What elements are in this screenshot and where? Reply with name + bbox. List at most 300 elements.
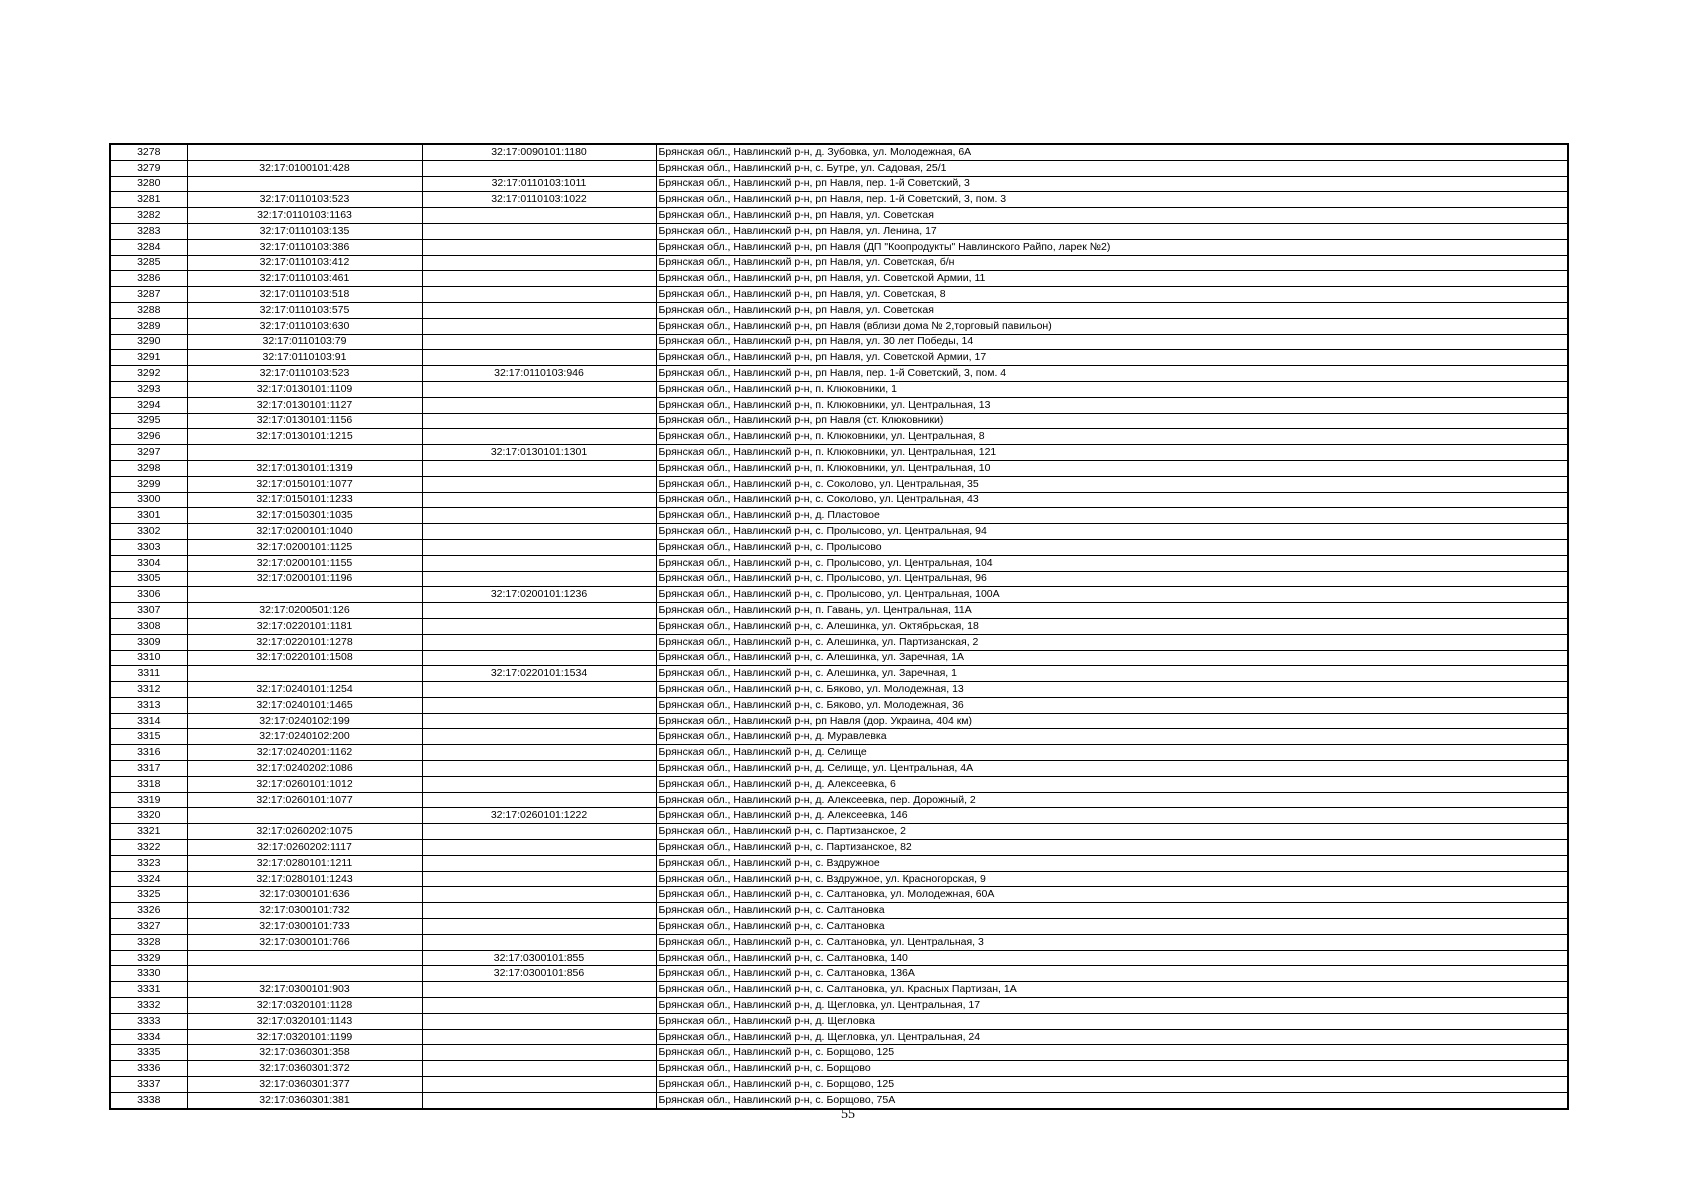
table-row bbox=[110, 618, 1568, 634]
cadastral-number-cell: 32:17:0360301:377 bbox=[187, 1077, 422, 1093]
address-cell: Брянская обл., Навлинский р-н, п. Клюковники, ул. Центральная, 121 bbox=[656, 445, 1568, 461]
row-number-cell: 3299 bbox=[110, 476, 187, 492]
table-row bbox=[110, 934, 1568, 950]
building-cadastral-number-cell bbox=[422, 508, 656, 524]
cadastral-number-cell: 32:17:0240202:1086 bbox=[187, 761, 422, 777]
address-cell: Брянская обл., Навлинский р-н, д. Алексеевка, 146 bbox=[656, 808, 1568, 824]
address-cell: Брянская обл., Навлинский р-н, рп Навля, ул. Советская, б/н bbox=[656, 255, 1568, 271]
cadastral-number-cell: 32:17:0260101:1077 bbox=[187, 792, 422, 808]
row-number-cell: 3297 bbox=[110, 445, 187, 461]
row-number-cell: 3296 bbox=[110, 429, 187, 445]
row-number-cell: 3327 bbox=[110, 919, 187, 935]
address-cell: Брянская обл., Навлинский р-н, д. Щегловка, ул. Центральная, 17 bbox=[656, 998, 1568, 1014]
address-cell: Брянская обл., Навлинский р-н, с. Алешинка, ул. Партизанская, 2 bbox=[656, 634, 1568, 650]
cadastral-number-cell: 32:17:0150301:1035 bbox=[187, 508, 422, 524]
table-row bbox=[110, 192, 1568, 208]
address-cell: Брянская обл., Навлинский р-н, с. Бяково, ул. Молодежная, 13 bbox=[656, 682, 1568, 698]
cadastral-number-cell: 32:17:0110103:412 bbox=[187, 255, 422, 271]
address-cell: Брянская обл., Навлинский р-н, рп Навля, ул. Советской Армии, 17 bbox=[656, 350, 1568, 366]
table-row bbox=[110, 239, 1568, 255]
row-number-cell: 3323 bbox=[110, 855, 187, 871]
registry-table-body bbox=[110, 144, 1568, 1109]
cadastral-number-cell: 32:17:0320101:1199 bbox=[187, 1029, 422, 1045]
cadastral-number-cell: 32:17:0110103:91 bbox=[187, 350, 422, 366]
building-cadastral-number-cell bbox=[422, 1029, 656, 1045]
cadastral-number-cell: 32:17:0200101:1040 bbox=[187, 524, 422, 540]
row-number-cell: 3317 bbox=[110, 761, 187, 777]
building-cadastral-number-cell: 32:17:0110103:1022 bbox=[422, 192, 656, 208]
table-row bbox=[110, 1013, 1568, 1029]
table-row bbox=[110, 887, 1568, 903]
table-row bbox=[110, 397, 1568, 413]
table-row bbox=[110, 603, 1568, 619]
table-row bbox=[110, 713, 1568, 729]
building-cadastral-number-cell bbox=[422, 334, 656, 350]
address-cell: Брянская обл., Навлинский р-н, п. Клюковники, ул. Центральная, 10 bbox=[656, 460, 1568, 476]
address-cell: Брянская обл., Навлинский р-н, с. Бутре, ул. Садовая, 25/1 bbox=[656, 160, 1568, 176]
table-row bbox=[110, 429, 1568, 445]
row-number-cell: 3284 bbox=[110, 239, 187, 255]
cadastral-number-cell bbox=[187, 950, 422, 966]
table-row bbox=[110, 824, 1568, 840]
address-cell: Брянская обл., Навлинский р-н, рп Навля, ул. Советская bbox=[656, 302, 1568, 318]
cadastral-number-cell: 32:17:0110103:518 bbox=[187, 287, 422, 303]
row-number-cell: 3312 bbox=[110, 682, 187, 698]
building-cadastral-number-cell: 32:17:0110103:1011 bbox=[422, 176, 656, 192]
address-cell: Брянская обл., Навлинский р-н, с. Соколово, ул. Центральная, 35 bbox=[656, 476, 1568, 492]
building-cadastral-number-cell bbox=[422, 618, 656, 634]
table-row bbox=[110, 903, 1568, 919]
address-cell: Брянская обл., Навлинский р-н, п. Клюковники, ул. Центральная, 13 bbox=[656, 397, 1568, 413]
building-cadastral-number-cell bbox=[422, 792, 656, 808]
cadastral-number-cell: 32:17:0300101:636 bbox=[187, 887, 422, 903]
table-row bbox=[110, 460, 1568, 476]
cadastral-number-cell: 32:17:0260202:1117 bbox=[187, 840, 422, 856]
cadastral-number-cell: 32:17:0220101:1181 bbox=[187, 618, 422, 634]
row-number-cell: 3322 bbox=[110, 840, 187, 856]
cadastral-number-cell: 32:17:0130101:1319 bbox=[187, 460, 422, 476]
address-cell: Брянская обл., Навлинский р-н, с. Партизанское, 2 bbox=[656, 824, 1568, 840]
building-cadastral-number-cell bbox=[422, 350, 656, 366]
building-cadastral-number-cell bbox=[422, 413, 656, 429]
address-cell: Брянская обл., Навлинский р-н, с. Алешинка, ул. Заречная, 1 bbox=[656, 666, 1568, 682]
address-cell: Брянская обл., Навлинский р-н, д. Алексеевка, 6 bbox=[656, 776, 1568, 792]
address-cell: Брянская обл., Навлинский р-н, с. Салтановка, ул. Центральная, 3 bbox=[656, 934, 1568, 950]
property-registry-table bbox=[109, 143, 1569, 1110]
building-cadastral-number-cell bbox=[422, 492, 656, 508]
table-row bbox=[110, 966, 1568, 982]
cadastral-number-cell bbox=[187, 666, 422, 682]
building-cadastral-number-cell: 32:17:0090101:1180 bbox=[422, 144, 656, 160]
table-row bbox=[110, 524, 1568, 540]
table-row bbox=[110, 381, 1568, 397]
row-number-cell: 3304 bbox=[110, 555, 187, 571]
cadastral-number-cell: 32:17:0280101:1243 bbox=[187, 871, 422, 887]
address-cell: Брянская обл., Навлинский р-н, п. Гавань, ул. Центральная, 11А bbox=[656, 603, 1568, 619]
row-number-cell: 3319 bbox=[110, 792, 187, 808]
address-cell: Брянская обл., Навлинский р-н, с. Салтановка, 140 bbox=[656, 950, 1568, 966]
table-row bbox=[110, 350, 1568, 366]
building-cadastral-number-cell bbox=[422, 824, 656, 840]
table-row bbox=[110, 539, 1568, 555]
row-number-cell: 3331 bbox=[110, 982, 187, 998]
building-cadastral-number-cell bbox=[422, 160, 656, 176]
address-cell: Брянская обл., Навлинский р-н, рп Навля (вблизи дома № 2,торговый павильон) bbox=[656, 318, 1568, 334]
cadastral-number-cell: 32:17:0200501:126 bbox=[187, 603, 422, 619]
row-number-cell: 3315 bbox=[110, 729, 187, 745]
cadastral-number-cell: 32:17:0110103:1163 bbox=[187, 208, 422, 224]
cadastral-number-cell bbox=[187, 587, 422, 603]
cadastral-number-cell: 32:17:0110103:523 bbox=[187, 366, 422, 382]
table-row bbox=[110, 871, 1568, 887]
row-number-cell: 3288 bbox=[110, 302, 187, 318]
table-row bbox=[110, 1045, 1568, 1061]
cadastral-number-cell bbox=[187, 176, 422, 192]
table-row bbox=[110, 634, 1568, 650]
row-number-cell: 3282 bbox=[110, 208, 187, 224]
building-cadastral-number-cell bbox=[422, 302, 656, 318]
building-cadastral-number-cell bbox=[422, 255, 656, 271]
cadastral-number-cell: 32:17:0360301:381 bbox=[187, 1092, 422, 1108]
address-cell: Брянская обл., Навлинский р-н, с. Борщово, 125 bbox=[656, 1045, 1568, 1061]
building-cadastral-number-cell bbox=[422, 460, 656, 476]
building-cadastral-number-cell bbox=[422, 555, 656, 571]
address-cell: Брянская обл., Навлинский р-н, с. Вздружное, ул. Красногорская, 9 bbox=[656, 871, 1568, 887]
cadastral-number-cell: 32:17:0110103:461 bbox=[187, 271, 422, 287]
building-cadastral-number-cell bbox=[422, 934, 656, 950]
row-number-cell: 3291 bbox=[110, 350, 187, 366]
building-cadastral-number-cell bbox=[422, 1061, 656, 1077]
address-cell: Брянская обл., Навлинский р-н, д. Селище bbox=[656, 745, 1568, 761]
table-row bbox=[110, 287, 1568, 303]
building-cadastral-number-cell bbox=[422, 476, 656, 492]
table-row bbox=[110, 855, 1568, 871]
cadastral-number-cell: 32:17:0280101:1211 bbox=[187, 855, 422, 871]
row-number-cell: 3336 bbox=[110, 1061, 187, 1077]
address-cell: Брянская обл., Навлинский р-н, рп Навля, пер. 1-й Советский, 3, пом. 4 bbox=[656, 366, 1568, 382]
row-number-cell: 3280 bbox=[110, 176, 187, 192]
row-number-cell: 3290 bbox=[110, 334, 187, 350]
cadastral-number-cell: 32:17:0220101:1508 bbox=[187, 650, 422, 666]
address-cell: Брянская обл., Навлинский р-н, д. Муравлевка bbox=[656, 729, 1568, 745]
row-number-cell: 3337 bbox=[110, 1077, 187, 1093]
row-number-cell: 3305 bbox=[110, 571, 187, 587]
cadastral-number-cell: 32:17:0320101:1128 bbox=[187, 998, 422, 1014]
cadastral-number-cell bbox=[187, 808, 422, 824]
row-number-cell: 3314 bbox=[110, 713, 187, 729]
cadastral-number-cell: 32:17:0240201:1162 bbox=[187, 745, 422, 761]
address-cell: Брянская обл., Навлинский р-н, с. Салтановка, ул. Молодежная, 60А bbox=[656, 887, 1568, 903]
address-cell: Брянская обл., Навлинский р-н, п. Клюковники, 1 bbox=[656, 381, 1568, 397]
address-cell: Брянская обл., Навлинский р-н, с. Алешинка, ул. Заречная, 1А bbox=[656, 650, 1568, 666]
building-cadastral-number-cell: 32:17:0300101:856 bbox=[422, 966, 656, 982]
table-row bbox=[110, 982, 1568, 998]
row-number-cell: 3334 bbox=[110, 1029, 187, 1045]
row-number-cell: 3278 bbox=[110, 144, 187, 160]
address-cell: Брянская обл., Навлинский р-н, с. Алешинка, ул. Октябрьская, 18 bbox=[656, 618, 1568, 634]
address-cell: Брянская обл., Навлинский р-н, с. Салтановка, ул. Красных Партизан, 1А bbox=[656, 982, 1568, 998]
cadastral-number-cell: 32:17:0300101:733 bbox=[187, 919, 422, 935]
table-row bbox=[110, 729, 1568, 745]
address-cell: Брянская обл., Навлинский р-н, с. Соколово, ул. Центральная, 43 bbox=[656, 492, 1568, 508]
building-cadastral-number-cell bbox=[422, 318, 656, 334]
row-number-cell: 3301 bbox=[110, 508, 187, 524]
cadastral-number-cell: 32:17:0110103:575 bbox=[187, 302, 422, 318]
cadastral-number-cell: 32:17:0130101:1109 bbox=[187, 381, 422, 397]
row-number-cell: 3332 bbox=[110, 998, 187, 1014]
table-row bbox=[110, 808, 1568, 824]
building-cadastral-number-cell: 32:17:0220101:1534 bbox=[422, 666, 656, 682]
cadastral-number-cell: 32:17:0110103:135 bbox=[187, 223, 422, 239]
cadastral-number-cell: 32:17:0240101:1254 bbox=[187, 682, 422, 698]
table-row bbox=[110, 271, 1568, 287]
building-cadastral-number-cell bbox=[422, 982, 656, 998]
address-cell: Брянская обл., Навлинский р-н, рп Навля (дор. Украина, 404 км) bbox=[656, 713, 1568, 729]
address-cell: Брянская обл., Навлинский р-н, с. Пролысово, ул. Центральная, 100А bbox=[656, 587, 1568, 603]
table-row bbox=[110, 1061, 1568, 1077]
row-number-cell: 3324 bbox=[110, 871, 187, 887]
cadastral-number-cell: 32:17:0220101:1278 bbox=[187, 634, 422, 650]
cadastral-number-cell: 32:17:0100101:428 bbox=[187, 160, 422, 176]
cadastral-number-cell: 32:17:0150101:1077 bbox=[187, 476, 422, 492]
row-number-cell: 3295 bbox=[110, 413, 187, 429]
row-number-cell: 3281 bbox=[110, 192, 187, 208]
address-cell: Брянская обл., Навлинский р-н, с. Борщово, 125 bbox=[656, 1077, 1568, 1093]
address-cell: Брянская обл., Навлинский р-н, д. Щегловка, ул. Центральная, 24 bbox=[656, 1029, 1568, 1045]
building-cadastral-number-cell bbox=[422, 397, 656, 413]
table-row bbox=[110, 144, 1568, 160]
row-number-cell: 3329 bbox=[110, 950, 187, 966]
table-row bbox=[110, 998, 1568, 1014]
row-number-cell: 3333 bbox=[110, 1013, 187, 1029]
cadastral-number-cell bbox=[187, 966, 422, 982]
building-cadastral-number-cell bbox=[422, 855, 656, 871]
table-row bbox=[110, 666, 1568, 682]
address-cell: Брянская обл., Навлинский р-н, д. Селище, ул. Центральная, 4А bbox=[656, 761, 1568, 777]
table-row bbox=[110, 318, 1568, 334]
address-cell: Брянская обл., Навлинский р-н, с. Салтановка, 136А bbox=[656, 966, 1568, 982]
building-cadastral-number-cell bbox=[422, 287, 656, 303]
cadastral-number-cell: 32:17:0110103:630 bbox=[187, 318, 422, 334]
row-number-cell: 3325 bbox=[110, 887, 187, 903]
building-cadastral-number-cell bbox=[422, 524, 656, 540]
building-cadastral-number-cell bbox=[422, 381, 656, 397]
table-row bbox=[110, 776, 1568, 792]
building-cadastral-number-cell bbox=[422, 603, 656, 619]
address-cell: Брянская обл., Навлинский р-н, рп Навля, ул. Советская, 8 bbox=[656, 287, 1568, 303]
row-number-cell: 3293 bbox=[110, 381, 187, 397]
table-row bbox=[110, 508, 1568, 524]
table-row bbox=[110, 840, 1568, 856]
building-cadastral-number-cell bbox=[422, 729, 656, 745]
cadastral-number-cell: 32:17:0300101:766 bbox=[187, 934, 422, 950]
address-cell: Брянская обл., Навлинский р-н, с. Пролысово bbox=[656, 539, 1568, 555]
table-row bbox=[110, 366, 1568, 382]
row-number-cell: 3302 bbox=[110, 524, 187, 540]
cadastral-number-cell: 32:17:0130101:1215 bbox=[187, 429, 422, 445]
cadastral-number-cell: 32:17:0200101:1196 bbox=[187, 571, 422, 587]
building-cadastral-number-cell bbox=[422, 761, 656, 777]
building-cadastral-number-cell bbox=[422, 634, 656, 650]
row-number-cell: 3326 bbox=[110, 903, 187, 919]
row-number-cell: 3303 bbox=[110, 539, 187, 555]
building-cadastral-number-cell: 32:17:0110103:946 bbox=[422, 366, 656, 382]
address-cell: Брянская обл., Навлинский р-н, рп Навля, пер. 1-й Советский, 3, пом. 3 bbox=[656, 192, 1568, 208]
row-number-cell: 3309 bbox=[110, 634, 187, 650]
building-cadastral-number-cell bbox=[422, 223, 656, 239]
address-cell: Брянская обл., Навлинский р-н, с. Пролысово, ул. Центральная, 94 bbox=[656, 524, 1568, 540]
address-cell: Брянская обл., Навлинский р-н, с. Салтановка bbox=[656, 903, 1568, 919]
building-cadastral-number-cell bbox=[422, 239, 656, 255]
address-cell: Брянская обл., Навлинский р-н, рп Навля (ДП "Коопродукты" Навлинского Райпо, ларек №2) bbox=[656, 239, 1568, 255]
cadastral-number-cell: 32:17:0300101:903 bbox=[187, 982, 422, 998]
address-cell: Брянская обл., Навлинский р-н, д. Пластовое bbox=[656, 508, 1568, 524]
building-cadastral-number-cell bbox=[422, 650, 656, 666]
building-cadastral-number-cell bbox=[422, 571, 656, 587]
address-cell: Брянская обл., Навлинский р-н, с. Салтановка bbox=[656, 919, 1568, 935]
cadastral-number-cell: 32:17:0300101:732 bbox=[187, 903, 422, 919]
cadastral-number-cell bbox=[187, 445, 422, 461]
address-cell: Брянская обл., Навлинский р-н, с. Пролысово, ул. Центральная, 96 bbox=[656, 571, 1568, 587]
row-number-cell: 3320 bbox=[110, 808, 187, 824]
address-cell: Брянская обл., Навлинский р-н, с. Вздружное bbox=[656, 855, 1568, 871]
building-cadastral-number-cell: 32:17:0130101:1301 bbox=[422, 445, 656, 461]
table-row bbox=[110, 302, 1568, 318]
building-cadastral-number-cell bbox=[422, 208, 656, 224]
row-number-cell: 3289 bbox=[110, 318, 187, 334]
cadastral-number-cell: 32:17:0360301:372 bbox=[187, 1061, 422, 1077]
cadastral-number-cell: 32:17:0200101:1125 bbox=[187, 539, 422, 555]
cadastral-number-cell: 32:17:0130101:1156 bbox=[187, 413, 422, 429]
row-number-cell: 3294 bbox=[110, 397, 187, 413]
building-cadastral-number-cell bbox=[422, 998, 656, 1014]
address-cell: Брянская обл., Навлинский р-н, рп Навля, пер. 1-й Советский, 3 bbox=[656, 176, 1568, 192]
table-row bbox=[110, 555, 1568, 571]
row-number-cell: 3318 bbox=[110, 776, 187, 792]
row-number-cell: 3308 bbox=[110, 618, 187, 634]
address-cell: Брянская обл., Навлинский р-н, рп Навля, ул. 30 лет Победы, 14 bbox=[656, 334, 1568, 350]
row-number-cell: 3279 bbox=[110, 160, 187, 176]
row-number-cell: 3335 bbox=[110, 1045, 187, 1061]
building-cadastral-number-cell bbox=[422, 539, 656, 555]
table-row bbox=[110, 176, 1568, 192]
table-row bbox=[110, 745, 1568, 761]
building-cadastral-number-cell bbox=[422, 871, 656, 887]
table-row bbox=[110, 445, 1568, 461]
building-cadastral-number-cell bbox=[422, 682, 656, 698]
cadastral-number-cell: 32:17:0240102:200 bbox=[187, 729, 422, 745]
table-row bbox=[110, 1029, 1568, 1045]
row-number-cell: 3292 bbox=[110, 366, 187, 382]
table-row bbox=[110, 587, 1568, 603]
table-row bbox=[110, 160, 1568, 176]
page-number: 55 bbox=[841, 1107, 855, 1122]
address-cell: Брянская обл., Навлинский р-н, с. Партизанское, 82 bbox=[656, 840, 1568, 856]
address-cell: Брянская обл., Навлинский р-н, с. Бяково, ул. Молодежная, 36 bbox=[656, 697, 1568, 713]
address-cell: Брянская обл., Навлинский р-н, рп Навля, ул. Советская bbox=[656, 208, 1568, 224]
row-number-cell: 3287 bbox=[110, 287, 187, 303]
address-cell: Брянская обл., Навлинский р-н, рп Навля, ул. Советской Армии, 11 bbox=[656, 271, 1568, 287]
address-cell: Брянская обл., Навлинский р-н, д. Алексеевка, пер. Дорожный, 2 bbox=[656, 792, 1568, 808]
table-row bbox=[110, 476, 1568, 492]
building-cadastral-number-cell bbox=[422, 776, 656, 792]
row-number-cell: 3311 bbox=[110, 666, 187, 682]
address-cell: Брянская обл., Навлинский р-н, рп Навля (ст. Клюковники) bbox=[656, 413, 1568, 429]
row-number-cell: 3316 bbox=[110, 745, 187, 761]
building-cadastral-number-cell bbox=[422, 919, 656, 935]
cadastral-number-cell: 32:17:0110103:79 bbox=[187, 334, 422, 350]
table-row bbox=[110, 413, 1568, 429]
table-row bbox=[110, 334, 1568, 350]
cadastral-number-cell: 32:17:0240101:1465 bbox=[187, 697, 422, 713]
address-cell: Брянская обл., Навлинский р-н, рп Навля, ул. Ленина, 17 bbox=[656, 223, 1568, 239]
cadastral-number-cell: 32:17:0320101:1143 bbox=[187, 1013, 422, 1029]
row-number-cell: 3283 bbox=[110, 223, 187, 239]
row-number-cell: 3298 bbox=[110, 460, 187, 476]
building-cadastral-number-cell bbox=[422, 887, 656, 903]
building-cadastral-number-cell bbox=[422, 1045, 656, 1061]
row-number-cell: 3286 bbox=[110, 271, 187, 287]
row-number-cell: 3307 bbox=[110, 603, 187, 619]
building-cadastral-number-cell bbox=[422, 713, 656, 729]
table-row bbox=[110, 682, 1568, 698]
cadastral-number-cell: 32:17:0200101:1155 bbox=[187, 555, 422, 571]
building-cadastral-number-cell bbox=[422, 903, 656, 919]
cadastral-number-cell: 32:17:0260101:1012 bbox=[187, 776, 422, 792]
building-cadastral-number-cell: 32:17:0300101:855 bbox=[422, 950, 656, 966]
building-cadastral-number-cell bbox=[422, 271, 656, 287]
table-row bbox=[110, 1077, 1568, 1093]
table-row bbox=[110, 223, 1568, 239]
building-cadastral-number-cell bbox=[422, 840, 656, 856]
address-cell: Брянская обл., Навлинский р-н, с. Пролысово, ул. Центральная, 104 bbox=[656, 555, 1568, 571]
table-row bbox=[110, 650, 1568, 666]
building-cadastral-number-cell: 32:17:0260101:1222 bbox=[422, 808, 656, 824]
building-cadastral-number-cell bbox=[422, 697, 656, 713]
table-row bbox=[110, 761, 1568, 777]
address-cell: Брянская обл., Навлинский р-н, д. Щегловка bbox=[656, 1013, 1568, 1029]
building-cadastral-number-cell bbox=[422, 745, 656, 761]
building-cadastral-number-cell bbox=[422, 1013, 656, 1029]
table-row bbox=[110, 492, 1568, 508]
row-number-cell: 3306 bbox=[110, 587, 187, 603]
table-row bbox=[110, 208, 1568, 224]
table-row bbox=[110, 571, 1568, 587]
cadastral-number-cell: 32:17:0240102:199 bbox=[187, 713, 422, 729]
row-number-cell: 3330 bbox=[110, 966, 187, 982]
cadastral-number-cell bbox=[187, 144, 422, 160]
cadastral-number-cell: 32:17:0360301:358 bbox=[187, 1045, 422, 1061]
row-number-cell: 3285 bbox=[110, 255, 187, 271]
row-number-cell: 3313 bbox=[110, 697, 187, 713]
table-row bbox=[110, 919, 1568, 935]
cadastral-number-cell: 32:17:0260202:1075 bbox=[187, 824, 422, 840]
address-cell: Брянская обл., Навлинский р-н, д. Зубовка, ул. Молодежная, 6А bbox=[656, 144, 1568, 160]
table-row bbox=[110, 255, 1568, 271]
row-number-cell: 3338 bbox=[110, 1092, 187, 1108]
address-cell: Брянская обл., Навлинский р-н, с. Борщово bbox=[656, 1061, 1568, 1077]
table-row bbox=[110, 950, 1568, 966]
building-cadastral-number-cell bbox=[422, 429, 656, 445]
row-number-cell: 3300 bbox=[110, 492, 187, 508]
address-cell: Брянская обл., Навлинский р-н, с. Борщово, 75А bbox=[656, 1092, 1568, 1108]
cadastral-number-cell: 32:17:0110103:523 bbox=[187, 192, 422, 208]
row-number-cell: 3328 bbox=[110, 934, 187, 950]
cadastral-number-cell: 32:17:0150101:1233 bbox=[187, 492, 422, 508]
cadastral-number-cell: 32:17:0110103:386 bbox=[187, 239, 422, 255]
building-cadastral-number-cell bbox=[422, 1077, 656, 1093]
table-row bbox=[110, 697, 1568, 713]
